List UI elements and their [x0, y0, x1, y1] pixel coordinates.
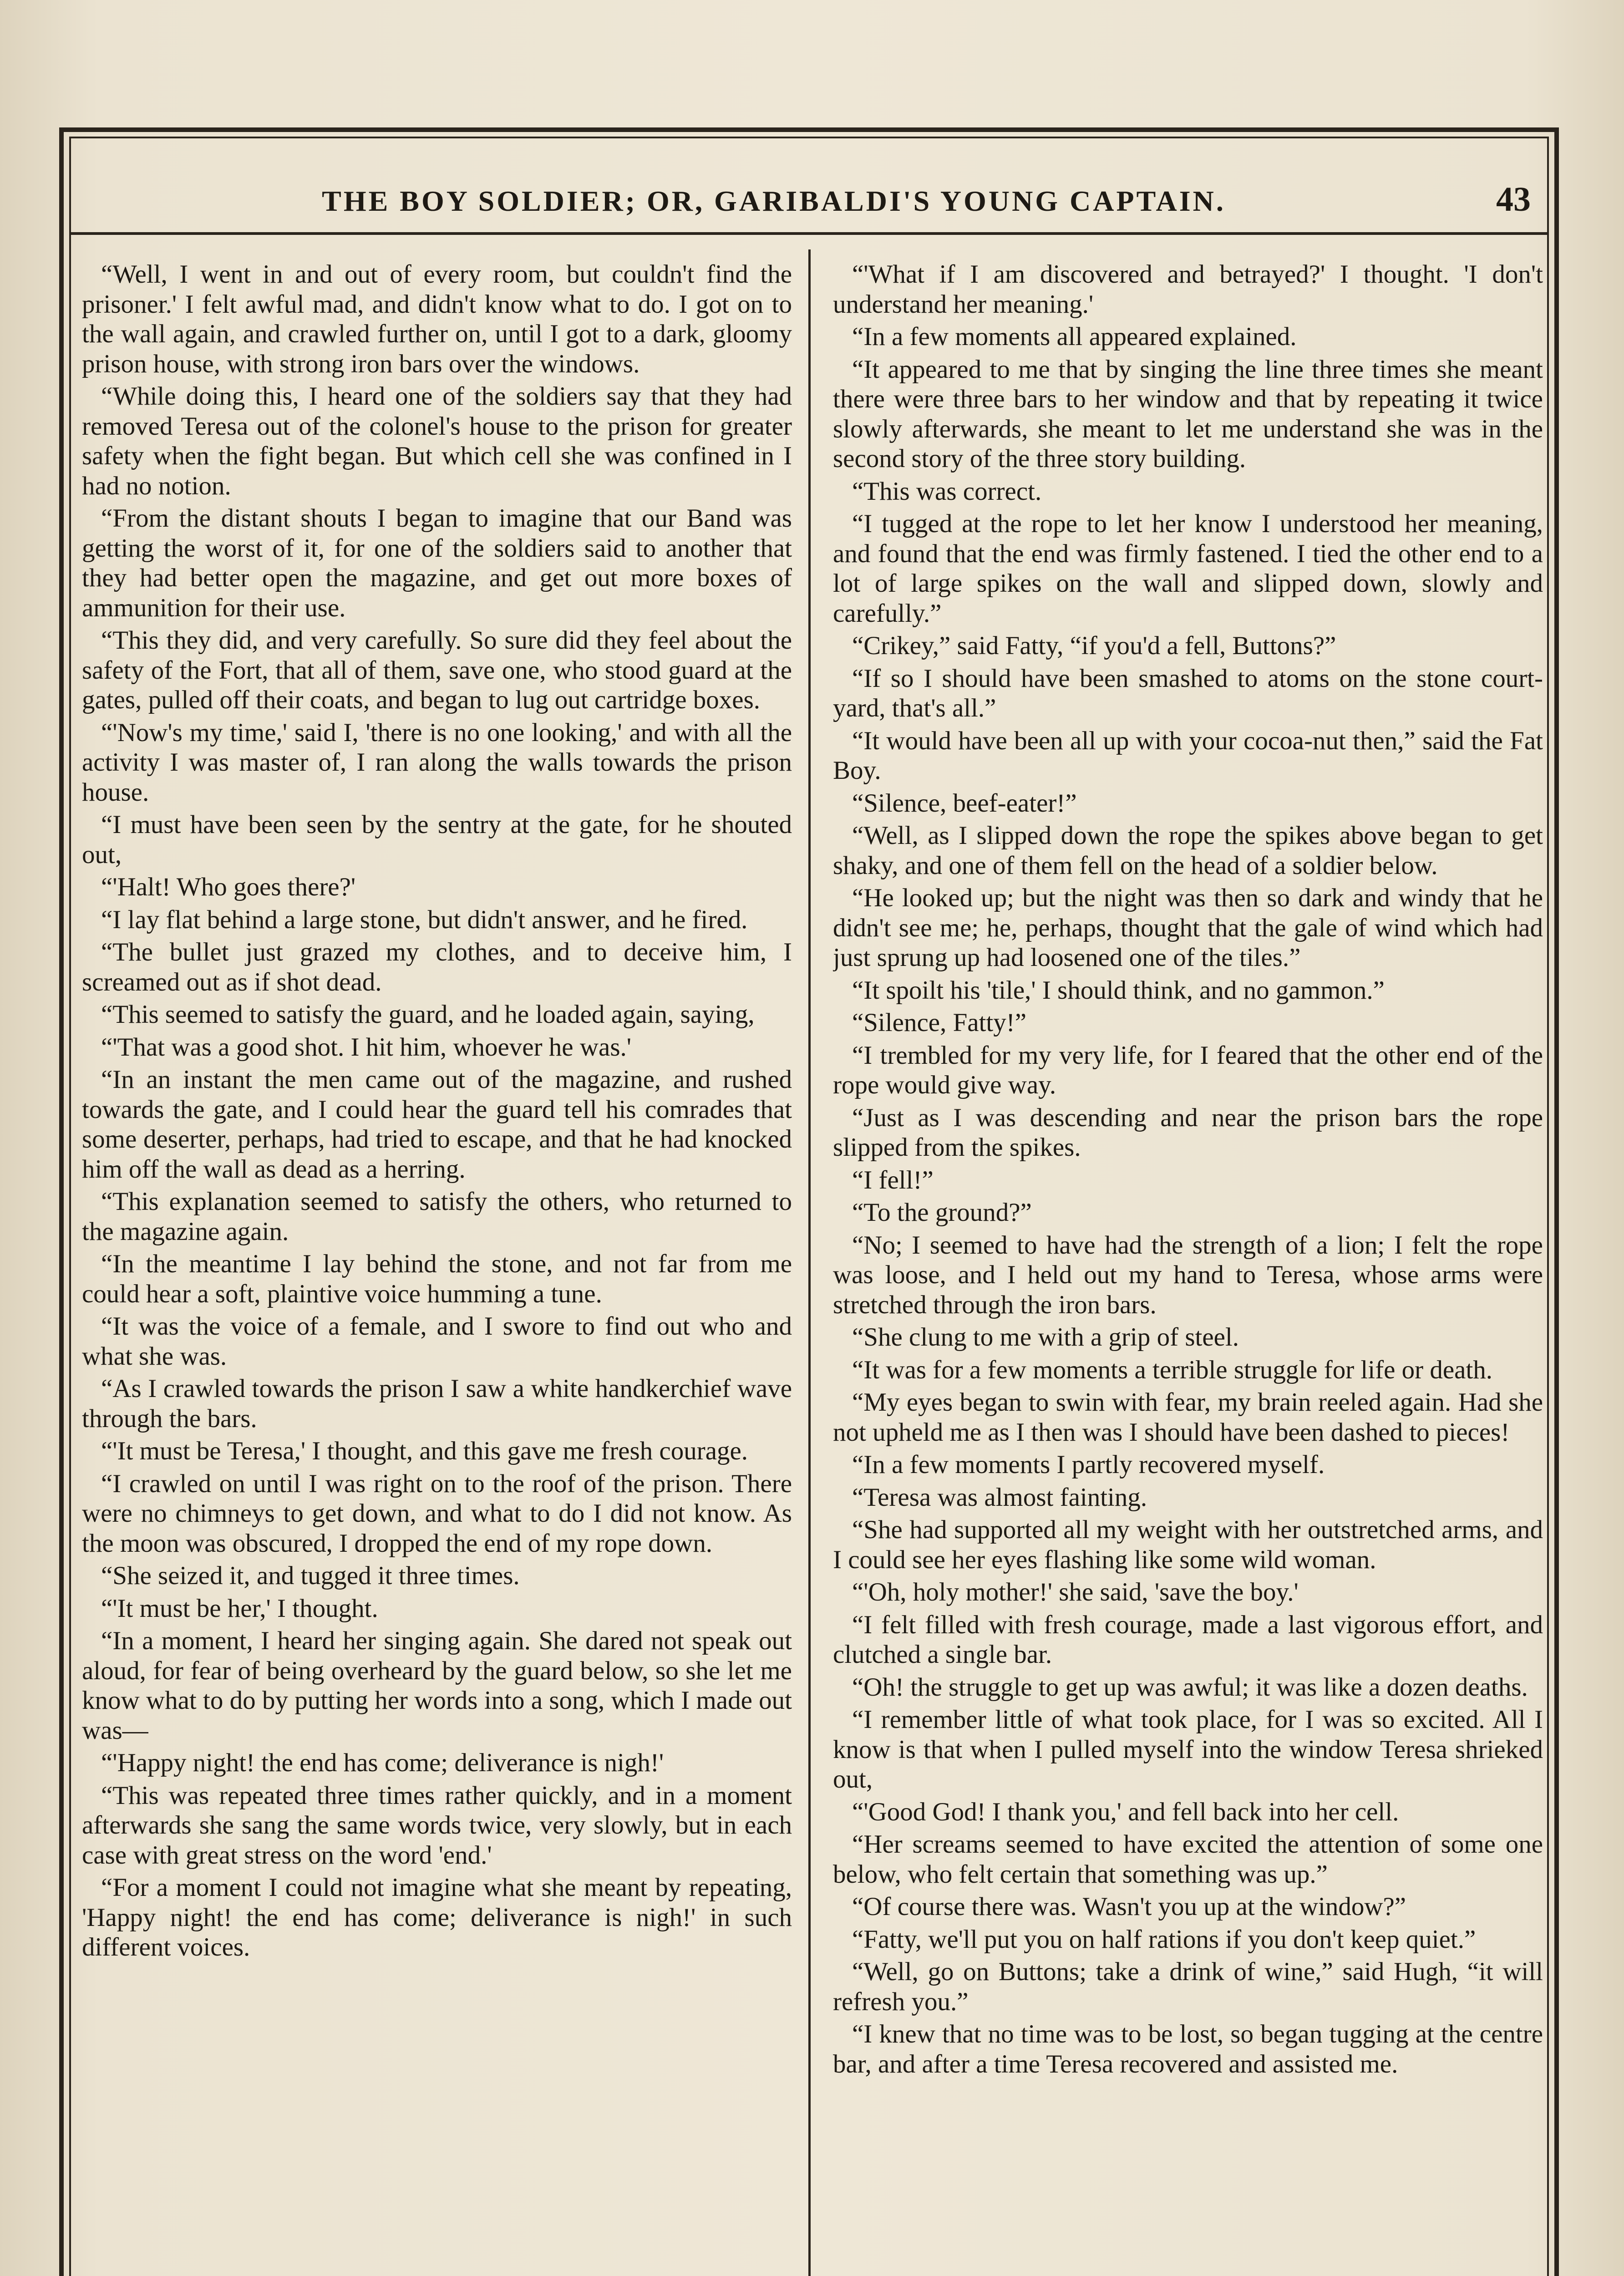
paragraph: “'Halt! Who goes there?'	[101, 873, 356, 901]
paragraph: “Fatty, we'll put you on half rations if you don't keep quiet.”	[852, 1925, 1476, 1954]
paragraph: “It was for a few moments a terrible struggle for life or death.	[852, 1355, 1493, 1384]
paragraph: “In a moment, I heard her singing again. She dared not speak out aloud, for fear of being overheard by the guard below, so she let me know what to do by putting her words into a song, which I made out was—	[82, 1626, 792, 1745]
paragraph: “She seized it, and tugged it three times.	[101, 1561, 520, 1590]
paragraph: “'Now's my time,' said I, 'there is no one looking,' and with all the activity I was master of, I ran along the walls towards the prison house.	[82, 718, 792, 807]
paragraph: “Crikey,” said Fatty, “if you'd a fell, Buttons?”	[852, 631, 1336, 660]
paragraph: “While doing this, I heard one of the soldiers say that they had removed Teresa out of the colonel's house to the prison for greater safety when the fight began. But which cell she was confined in I had no notion.	[82, 382, 792, 500]
paragraph: “It was the voice of a female, and I swore to find out who and what she was.	[82, 1312, 792, 1371]
paragraph: “I trembled for my very life, for I feared that the other end of the rope would give way.	[833, 1041, 1543, 1099]
paragraph: “'It must be Teresa,' I thought, and this gave me fresh courage.	[101, 1437, 748, 1465]
paragraph: “This was correct.	[852, 477, 1042, 506]
paragraph: “It would have been all up with your cocoa-nut then,” said the Fat Boy.	[833, 726, 1543, 785]
paragraph: “'What if I am discovered and betrayed?' I thought. 'I don't understand her meaning.'	[833, 260, 1543, 319]
left-column	[82, 259, 792, 2276]
paragraph: “'Oh, holy mother!' she said, 'save the boy.'	[852, 1578, 1299, 1606]
paragraph: “For a moment I could not imagine what she meant by repeating, 'Happy night! the end has come; deliverance is nigh!' in such different voices.	[82, 1873, 792, 1961]
paragraph: “The bullet just grazed my clothes, and to deceive him, I screamed out as if shot dead.	[82, 938, 792, 996]
paragraph: “This was repeated three times rather quickly, and in a moment afterwards she sang the same words twice, very slowly, but in each case with great stress on the word 'end.'	[82, 1781, 792, 1870]
paragraph: “In a few moments all appeared explained.	[852, 322, 1297, 351]
paragraph: “Just as I was descending and near the prison bars the rope slipped from the spikes.	[833, 1103, 1543, 1162]
paragraph: “This they did, and very carefully. So sure did they feel about the safety of the Fort, that all of them, save one, who stood guard at the gates, pulled off their coats, and began to lug out cartridge boxes.	[82, 626, 792, 714]
paragraph: “I remember little of what took place, for I was so excited. All I know is that when I pulled myself into the window Teresa shrieked out,	[833, 1705, 1543, 1793]
paragraph: “Well, go on Buttons; take a drink of wine,” said Hugh, “it will refresh you.”	[833, 1957, 1543, 2016]
paragraph: “'That was a good shot. I hit him, whoever he was.'	[101, 1032, 632, 1062]
paragraph: “As I crawled towards the prison I saw a white handkerchief wave through the bars.	[82, 1374, 792, 1433]
paragraph: “Silence, beef-eater!”	[852, 788, 1077, 818]
right-column	[833, 259, 1543, 2276]
paragraph: “To the ground?”	[852, 1198, 1032, 1227]
paragraph: “This explanation seemed to satisfy the others, who returned to the magazine again.	[82, 1187, 792, 1246]
page-number: 43	[1496, 180, 1531, 218]
paragraph: “I tugged at the rope to let her know I understood her meaning, and found that the end was firmly fastened. I tied the other end to a lot of large spikes on the wall and slipped down, slowly and carefully.”	[833, 509, 1543, 628]
column-divider	[808, 249, 811, 2276]
paragraph: “In the meantime I lay behind the stone, and not far from me could hear a soft, plaintive voice humming a tune.	[82, 1250, 792, 1308]
paragraph: “It appeared to me that by singing the line three times she meant there were three bars to her window and that by repeating it twice slowly afterwards, she meant to let me understand she was in the second story of the three story building.	[833, 355, 1543, 473]
paragraph: “I lay flat behind a large stone, but didn't answer, and he fired.	[101, 905, 748, 934]
paragraph: “My eyes began to swin with fear, my brain reeled again. Had she not upheld me as I then was I should have been dashed to pieces!	[833, 1388, 1543, 1447]
paragraph: “From the distant shouts I began to imagine that our Band was getting the worst of it, for one of the soldiers said to another that they had better open the magazine, and get out more boxes of ammunition for their use.	[82, 504, 792, 622]
running-title: THE BOY SOLDIER; OR, GARIBALDI'S YOUNG CAPTAIN.	[322, 185, 1226, 217]
paragraph: “This seemed to satisfy the guard, and he loaded again, saying,	[101, 1000, 755, 1029]
paragraph: “It spoilt his 'tile,' I should think, and no gammon.”	[852, 975, 1385, 1005]
paragraph: “I felt filled with fresh courage, made a last vigorous effort, and clutched a single bar.	[833, 1610, 1543, 1669]
paragraph: “She clung to me with a grip of steel.	[852, 1323, 1239, 1351]
paragraph: “Of course there was. Wasn't you up at the window?”	[852, 1892, 1406, 1921]
paragraph: “'Good God! I thank you,' and fell back into her cell.	[852, 1797, 1399, 1826]
paragraph: “I must have been seen by the sentry at the gate, for he shouted out,	[82, 810, 792, 869]
paragraph: “She had supported all my weight with her outstretched arms, and I could see her eyes flashing like some wild woman.	[833, 1515, 1543, 1574]
paragraph: “No; I seemed to have had the strength of a lion; I felt the rope was loose, and I held out my hand to Teresa, whose arms were stretched through the iron bars.	[833, 1230, 1543, 1319]
paragraph: “I crawled on until I was right on to the roof of the prison. There were no chimneys to get down, and what to do I did not know. As the moon was obscured, I dropped the end of my rope down.	[82, 1469, 792, 1558]
paragraph: “Well, as I slipped down the rope the spikes above began to get shaky, and one of them fell on the head of a soldier below.	[833, 821, 1543, 880]
paragraph: “He looked up; but the night was then so dark and windy that he didn't see me; he, perhaps, thought that the gale of wind which had just sprung up had loosened one of the tiles.”	[833, 884, 1543, 972]
paragraph: “Her screams seemed to have excited the attention of some one below, who felt certain that something was up.”	[833, 1830, 1543, 1889]
paragraph: “If so I should have been smashed to atoms on the stone court-yard, that's all.”	[833, 664, 1543, 722]
paragraph: “Well, I went in and out of every room, but couldn't find the prisoner.' I felt awful mad, and didn't know what to do. I got on to the wall again, and crawled further on, until I got to a dark, gloomy prison house, with strong iron bars over the windows.	[82, 260, 792, 378]
paragraph: “Teresa was almost fainting.	[852, 1483, 1147, 1512]
paragraph: “I knew that no time was to be lost, so began tugging at the centre bar, and after a time Teresa recovered and assisted me.	[833, 2020, 1543, 2078]
paragraph: “In an instant the men came out of the magazine, and rushed towards the gate, and I could hear the guard tell his comrades that some deserter, perhaps, had tried to escape, and that he had knocked him off the wall as dead as a herring.	[82, 1065, 792, 1184]
paragraph: “Silence, Fatty!”	[852, 1008, 1027, 1037]
header-rule	[69, 232, 1549, 235]
paragraph: “I fell!”	[852, 1165, 934, 1194]
paragraph: “Oh! the struggle to get up was awful; it was like a dozen deaths.	[852, 1672, 1528, 1702]
paragraph: “'Happy night! the end has come; deliverance is nigh!'	[101, 1748, 664, 1777]
paragraph: “'It must be her,' I thought.	[101, 1594, 378, 1623]
paragraph: “In a few moments I partly recovered myself.	[852, 1450, 1325, 1479]
